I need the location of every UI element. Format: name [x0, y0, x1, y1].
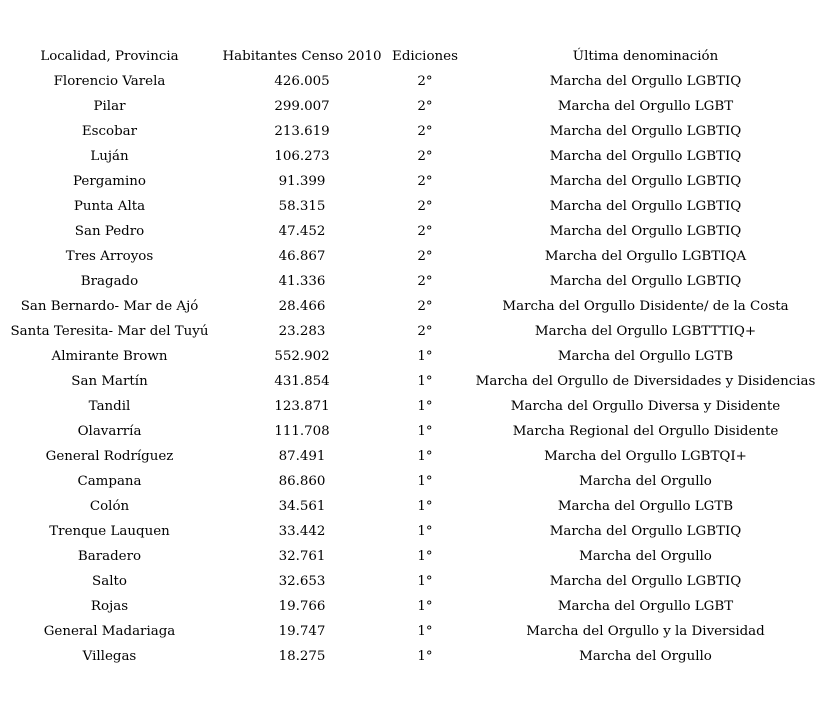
cell-localidad: Bragado [80, 274, 139, 289]
cell-localidad: Campana [77, 474, 142, 489]
table-row [0, 369, 826, 394]
table-row [0, 244, 826, 269]
table-row [0, 219, 826, 244]
cell-denominacion: Marcha del Orgullo LGBTIQA [544, 249, 747, 264]
cell-ediciones: 2° [417, 174, 433, 189]
cell-habitantes: 91.399 [278, 174, 326, 189]
table-row [0, 394, 826, 419]
cell-ediciones: 1° [417, 624, 433, 639]
cell-localidad: Almirante Brown [51, 349, 168, 364]
cell-denominacion: Marcha del Orgullo LGBTIQ [549, 174, 742, 189]
cell-habitantes: 123.871 [274, 399, 330, 414]
cell-localidad: Tres Arroyos [65, 249, 154, 264]
cell-ediciones: 1° [417, 574, 433, 589]
table-row [0, 469, 826, 494]
cell-denominacion: Marcha del Orgullo LGTB [557, 499, 734, 514]
cell-ediciones: 2° [417, 324, 433, 339]
cell-ediciones: 2° [417, 199, 433, 214]
table-row [0, 269, 826, 294]
cell-denominacion: Marcha del Orgullo LGBTIQ [549, 199, 742, 214]
table-row [0, 94, 826, 119]
cell-ediciones: 1° [417, 349, 433, 364]
cell-ediciones: 1° [417, 474, 433, 489]
cell-denominacion: Marcha del Orgullo LGBTQI+ [544, 449, 747, 464]
cell-denominacion: Marcha del Orgullo Diversa y Disidente [510, 399, 781, 414]
table-row [0, 544, 826, 569]
cell-habitantes: 552.902 [274, 349, 330, 364]
cell-ediciones: 2° [417, 149, 433, 164]
cell-habitantes: 87.491 [278, 449, 326, 464]
cell-habitantes: 28.466 [278, 299, 326, 314]
table-row [0, 569, 826, 594]
cell-habitantes: 41.336 [278, 274, 326, 289]
header-habitantes: Habitantes Censo 2010 [222, 49, 382, 64]
table-row [0, 644, 826, 669]
marchas-table-container [0, 44, 826, 669]
cell-denominacion: Marcha del Orgullo [579, 649, 712, 664]
cell-ediciones: 1° [417, 599, 433, 614]
cell-ediciones: 2° [417, 74, 433, 89]
marchas-table [0, 44, 826, 669]
cell-habitantes: 47.452 [278, 224, 326, 239]
table-row [0, 419, 826, 444]
cell-habitantes: 18.275 [278, 649, 326, 664]
cell-habitantes: 23.283 [278, 324, 326, 339]
cell-ediciones: 1° [417, 524, 433, 539]
cell-ediciones: 1° [417, 374, 433, 389]
cell-localidad: Villegas [82, 649, 137, 664]
cell-habitantes: 32.653 [278, 574, 326, 589]
cell-denominacion: Marcha del Orgullo [579, 474, 712, 489]
cell-ediciones: 2° [417, 299, 433, 314]
cell-localidad: San Bernardo- Mar de Ajó [20, 299, 199, 314]
cell-localidad: Rojas [90, 599, 129, 614]
cell-localidad: Baradero [77, 549, 142, 564]
table-body [0, 69, 826, 669]
cell-ediciones: 1° [417, 449, 433, 464]
cell-localidad: Colón [89, 499, 130, 514]
cell-localidad: Tandil [88, 399, 131, 414]
cell-habitantes: 19.766 [278, 599, 326, 614]
cell-habitantes: 58.315 [278, 199, 326, 214]
cell-habitantes: 33.442 [278, 524, 326, 539]
cell-denominacion: Marcha del Orgullo [579, 549, 712, 564]
table-row [0, 494, 826, 519]
cell-localidad: Santa Teresita- Mar del Tuyú [10, 324, 209, 339]
cell-habitantes: 106.273 [274, 149, 330, 164]
table-row [0, 119, 826, 144]
table-row [0, 144, 826, 169]
cell-ediciones: 2° [417, 99, 433, 114]
cell-ediciones: 2° [417, 224, 433, 239]
cell-denominacion: Marcha del Orgullo LGBTIQ [549, 124, 742, 139]
cell-denominacion: Marcha del Orgullo LGBT [557, 99, 734, 114]
cell-habitantes: 111.708 [274, 424, 330, 439]
cell-localidad: General Rodríguez [45, 449, 174, 464]
cell-habitantes: 213.619 [274, 124, 330, 139]
cell-ediciones: 1° [417, 549, 433, 564]
cell-denominacion: Marcha del Orgullo LGTB [557, 349, 734, 364]
cell-ediciones: 2° [417, 274, 433, 289]
cell-denominacion: Marcha del Orgullo LGBTIQ [549, 224, 742, 239]
cell-denominacion: Marcha del Orgullo LGBTIQ [549, 574, 742, 589]
cell-localidad: Salto [92, 574, 127, 589]
cell-ediciones: 1° [417, 424, 433, 439]
table-row [0, 319, 826, 344]
cell-denominacion: Marcha del Orgullo LGBTIQ [549, 524, 742, 539]
header-denominacion: Última denominación [572, 49, 719, 64]
table-row [0, 344, 826, 369]
table-header-row [0, 44, 826, 69]
cell-denominacion: Marcha Regional del Orgullo Disidente [512, 424, 779, 439]
cell-ediciones: 2° [417, 124, 433, 139]
cell-denominacion: Marcha del Orgullo de Diversidades y Disidencias [475, 374, 816, 389]
cell-ediciones: 1° [417, 499, 433, 514]
table-row [0, 294, 826, 319]
cell-denominacion: Marcha del Orgullo y la Diversidad [526, 624, 765, 639]
cell-habitantes: 32.761 [278, 549, 326, 564]
cell-denominacion: Marcha del Orgullo Disidente/ de la Costa [502, 299, 789, 314]
cell-localidad: Luján [90, 149, 129, 164]
cell-localidad: Florencio Varela [53, 74, 166, 89]
cell-habitantes: 46.867 [278, 249, 326, 264]
cell-localidad: Pilar [93, 99, 126, 114]
cell-localidad: Trenque Lauquen [49, 524, 170, 539]
cell-localidad: Olavarría [77, 424, 142, 439]
table-row [0, 69, 826, 94]
cell-habitantes: 431.854 [274, 374, 330, 389]
cell-localidad: Punta Alta [73, 199, 146, 214]
table-row [0, 594, 826, 619]
cell-localidad: San Martín [71, 374, 148, 389]
cell-denominacion: Marcha del Orgullo LGBTIQ [549, 74, 742, 89]
table-row [0, 519, 826, 544]
cell-localidad: General Madariaga [43, 624, 176, 639]
cell-habitantes: 34.561 [278, 499, 326, 514]
cell-localidad: Pergamino [73, 174, 146, 189]
header-localidad: Localidad, Provincia [40, 49, 179, 64]
cell-habitantes: 19.747 [278, 624, 326, 639]
table-row [0, 169, 826, 194]
cell-ediciones: 1° [417, 649, 433, 664]
cell-denominacion: Marcha del Orgullo LGBTIQ [549, 149, 742, 164]
cell-ediciones: 1° [417, 399, 433, 414]
cell-localidad: Escobar [81, 124, 138, 139]
table-row [0, 194, 826, 219]
header-ediciones: Ediciones [392, 49, 458, 64]
cell-habitantes: 86.860 [278, 474, 326, 489]
cell-habitantes: 299.007 [274, 99, 330, 114]
cell-denominacion: Marcha del Orgullo LGBTTTIQ+ [534, 324, 757, 339]
cell-habitantes: 426.005 [274, 74, 330, 89]
cell-ediciones: 2° [417, 249, 433, 264]
table-row [0, 619, 826, 644]
cell-denominacion: Marcha del Orgullo LGBT [557, 599, 734, 614]
cell-denominacion: Marcha del Orgullo LGBTIQ [549, 274, 742, 289]
cell-localidad: San Pedro [74, 224, 145, 239]
table-row [0, 444, 826, 469]
